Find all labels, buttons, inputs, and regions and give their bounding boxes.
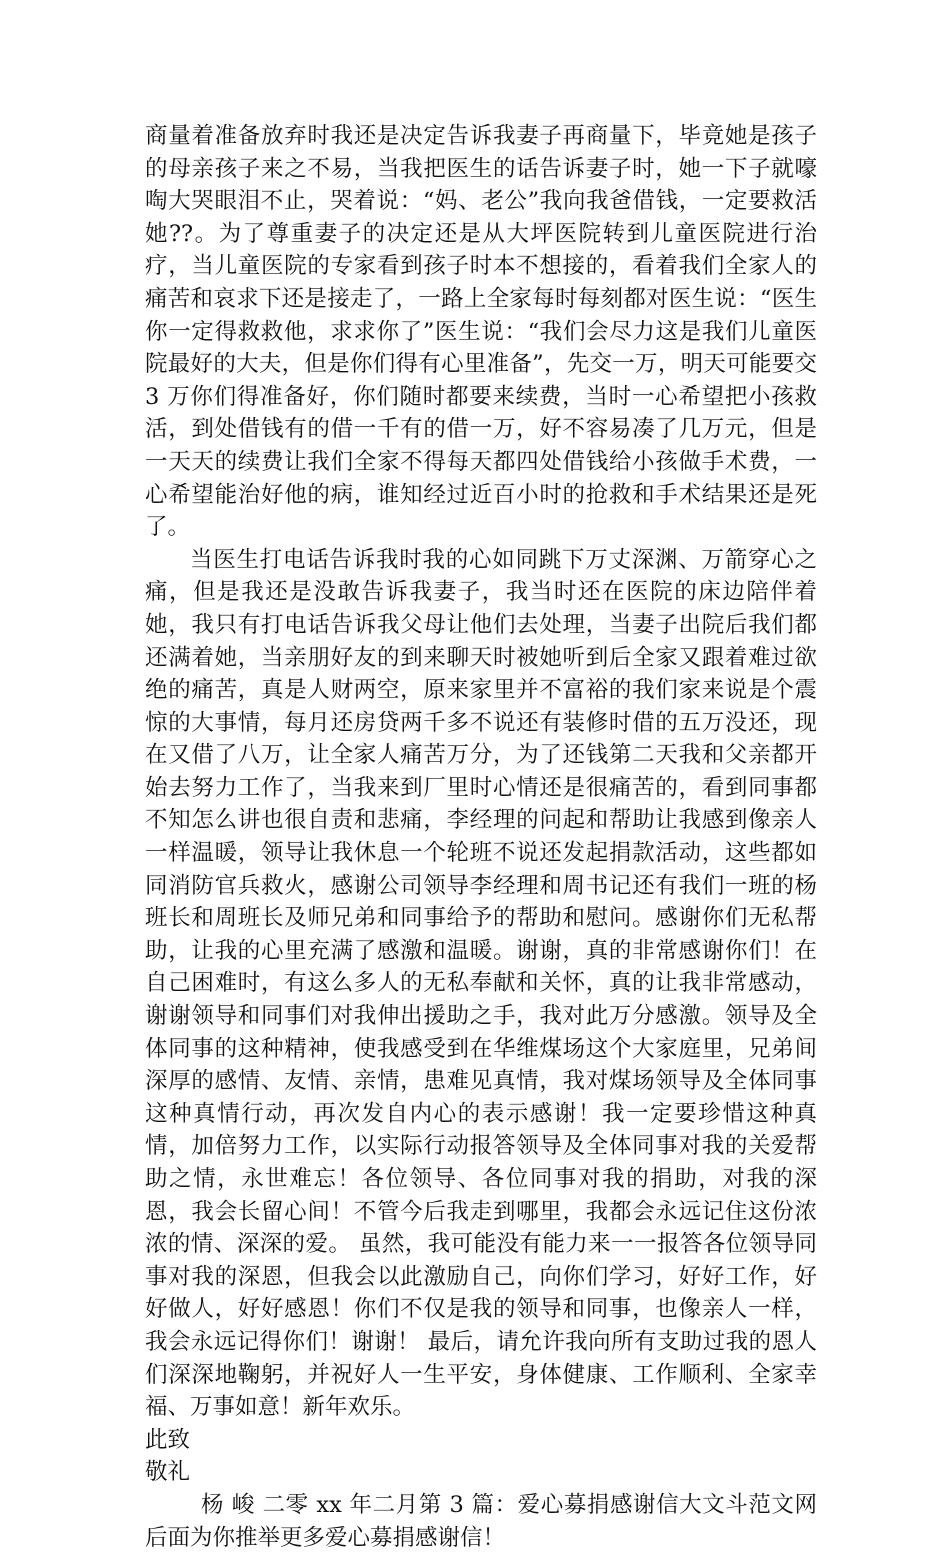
body-paragraph-2: 当医生打电话告诉我时我的心如同跳下万丈深渊、万箭穿心之痛，但是我还是没敢告诉我妻子，我当时还在医院的床边陪伴着她，我只有打电话告诉我父母让他们去处理，当妻子出院后我们都还满着她，当亲朋好友的到来聊天时被她听到后全家又跟着难过欲绝的痛苦，真是人财两空，原来家里并不富裕的我们家来说是个震惊的大事情，每月还房贷两千多不说还有装修时借的五万没还，现在又借了八万，让全家人痛苦万分，为了还钱第二天我和父亲都开始去努力工作了，当我来到厂里时心情还是很痛苦的，看到同事都不知怎么讲也很自责和悲痛，李经理的问起和帮助让我感到像亲人一样温暖，领导让我休息一个轮班不说还发起捐款活动，这些都如同消防官兵救火，感谢公司领导李经理和周书记还有我们一班的杨班长和周班长及师兄弟和同事给予的帮助和慰问。感谢你们无私帮助，让我的心里充满了感激和温暖。谢谢，真的非常感谢你们！在自己困难时，有这么多人的无私奉献和关怀，真的让我非常感动，谢谢领导和同事们对我伸出援助之手，我对此万分感激。领导及全体同事的这种精神，使我感受到在华维煤场这个大家庭里，兄弟间深厚的感情、友情、亲情，患难见真情，我对煤场领导及全体同事这种真情行动，再次发自内心的表示感谢！我一定要珍惜这种真情，加倍努力工作，以实际行动报答领导及全体同事对我的关爱帮助之情，永世难忘！各位领导、各位同事对我的捐助，对我的深恩，我会长留心间！不管今后我走到哪里，我都会永远记住这份浓浓的情、深深的爱。 虽然，我可能没有能力来一一报答各位领导同事对我的深恩，但我会以此激励自己，向你们学习，好好工作，好好做人，好好感恩！你们不仅是我的领导和同事，也像亲人一样，我会永远记得你们！谢谢！ 最后，请允许我向所有支助过我的恩人们深深地鞠躬，并祝好人一生平安，身体健康、工作顺利、全家幸福、万事如意！新年欢乐。 bbox=[145, 546, 817, 1421]
document-page bbox=[145, 120, 817, 1554]
closing-salutation: 此致 bbox=[145, 1426, 191, 1453]
body-paragraph-1: 商量着准备放弃时我还是决定告诉我妻子再商量下，毕竟她是孩子的母亲孩子来之不易，当我把医生的话告诉妻子时，她一下子就嚎啕大哭眼泪不止，哭着说：“妈、老公”我向我爸借钱，一定要救活她??。为了尊重妻子的决定还是从大坪医院转到儿童医院进行治疗，当儿童医院的专家看到孩子时本不想接的，看着我们全家人的痛苦和哀求下还是接走了，一路上全家每时每刻都对医生说：“医生你一定得救救他，求求你了”医生说：“我们会尽力这是我们儿童医院最好的大夫，但是你们得有心里准备”，先交一万，明天可能要交 3 万你们得准备好，你们随时都要来续费，当时一心希望把小孩救活，到处借钱有的借一千有的借一万，好不容易凑了几万元，但是一天天的续费让我们全家不得每天都四处借钱给小孩做手术费，一心希望能治好他的病，谁知经过近百小时的抢救和手术结果还是死了。 bbox=[145, 123, 817, 541]
signature-and-footer: 杨 峻 二零 xx 年二月第 3 篇：爱心募捐感谢信大文斗范文网后面为你推举更多爱心募捐感谢信！ bbox=[145, 1491, 817, 1551]
closing-regards: 敬礼 bbox=[145, 1459, 191, 1486]
